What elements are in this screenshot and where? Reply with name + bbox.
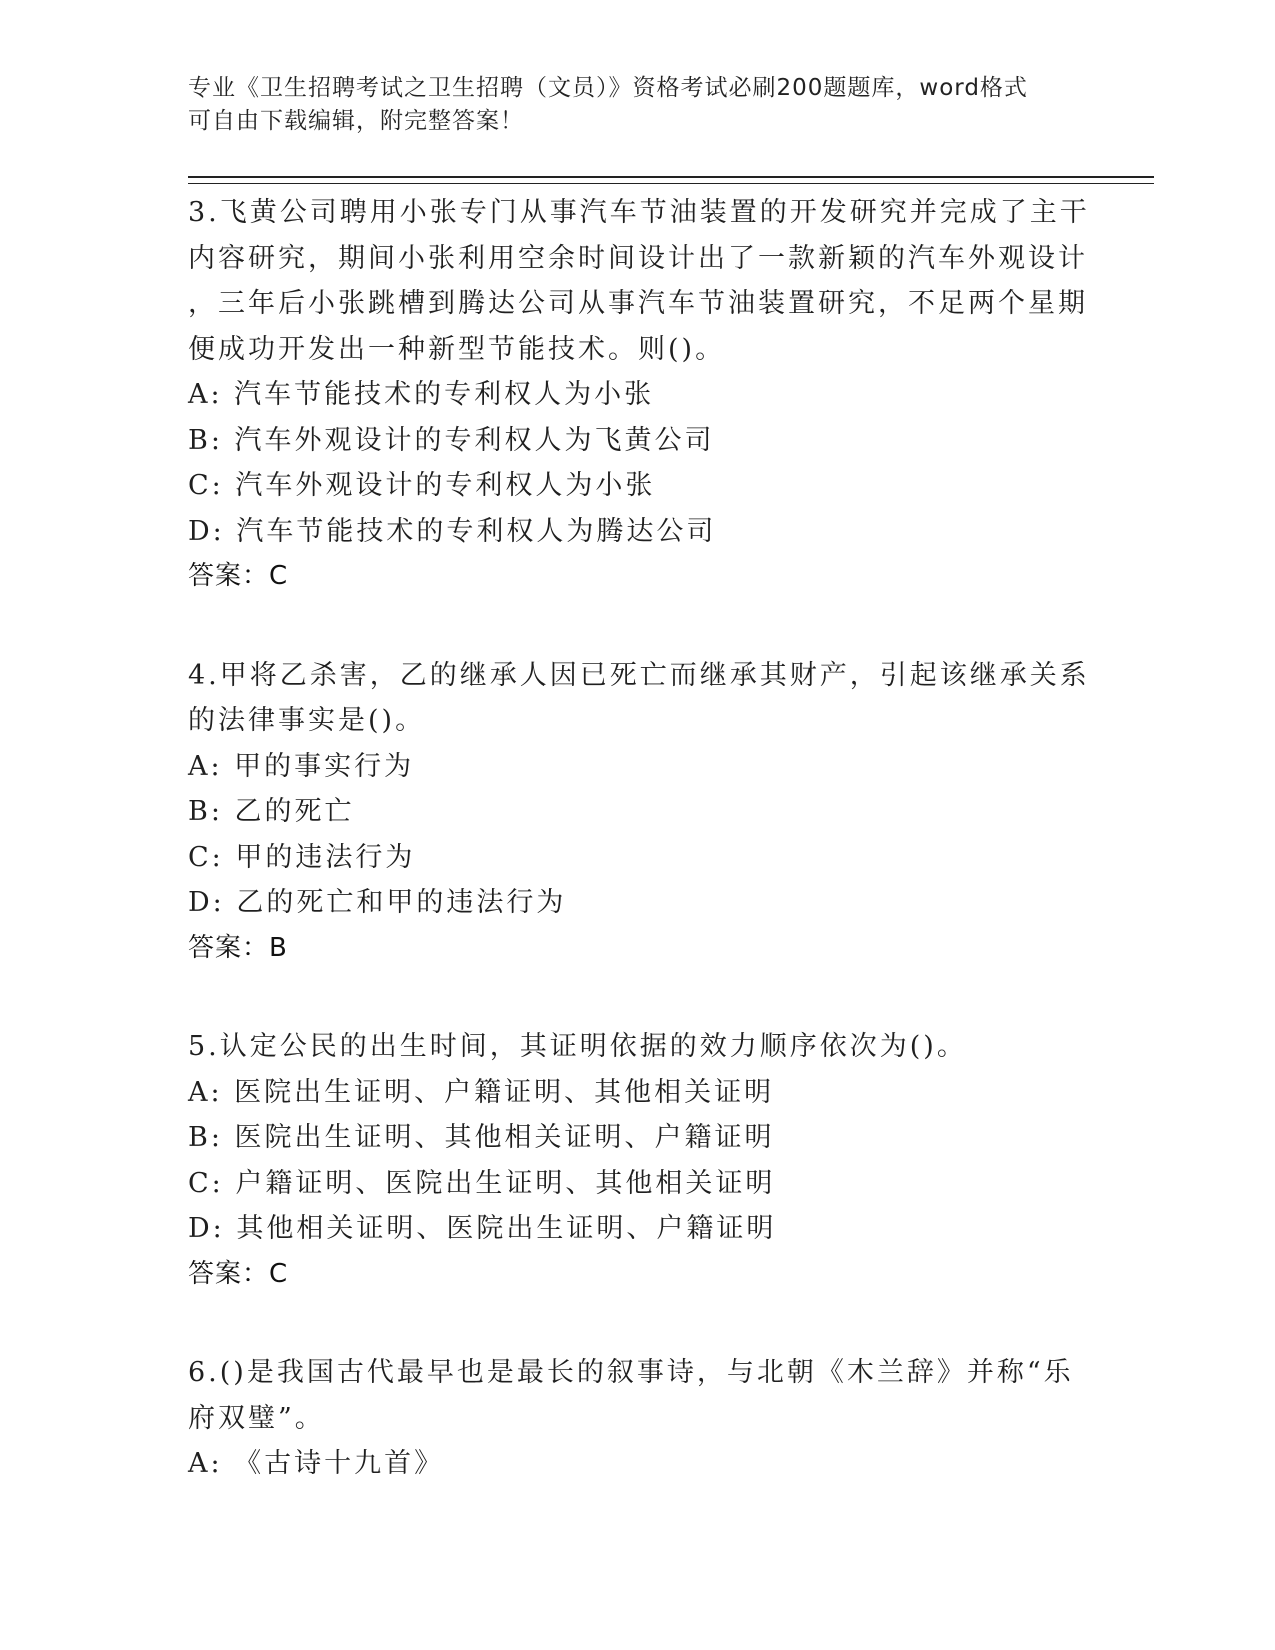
question-list (188, 190, 1090, 1540)
option-a: A: 甲的事实行为 (188, 750, 415, 782)
option-a: A: 汽车节能技术的专利权人为小张 (188, 379, 655, 410)
option-d: D: 汽车节能技术的专利权人为腾达公司 (188, 515, 717, 547)
option-c: C: 户籍证明、医院出生证明、其他相关证明 (188, 1167, 776, 1199)
document-header (188, 72, 1068, 138)
option-b: B: 汽车外观设计的专利权人为飞黄公司 (188, 424, 715, 456)
question-stem-line: 4.甲将乙杀害，乙的继承人因已死亡而继承其财产，引起该继承关系 (188, 659, 1090, 691)
question-stem-line: 6.()是我国古代最早也是最长的叙事诗，与北朝《木兰辞》并称“乐 (188, 1357, 1074, 1388)
header-divider-thin (188, 183, 1154, 184)
question-4 (188, 653, 1090, 972)
header-divider-thick (188, 176, 1154, 178)
question-stem-line: 内容研究，期间小张利用空余时间设计出了一款新颖的汽车外观设计 (188, 242, 1088, 274)
header-line-1: 专业《卫生招聘考试之卫生招聘（文员）》资格考试必刷200题题库，word格式 (188, 75, 1028, 101)
question-stem-line: 5.认定公民的出生时间，其证明依据的效力顺序依次为()。 (188, 1031, 967, 1062)
option-b: B: 乙的死亡 (188, 796, 355, 827)
option-a: A: 《古诗十九首》 (188, 1448, 445, 1479)
option-d: D: 其他相关证明、医院出生证明、户籍证明 (188, 1213, 777, 1244)
question-3 (188, 190, 1090, 600)
answer-line: 答案：B (188, 932, 288, 963)
question-6 (188, 1350, 1074, 1487)
question-stem-line: ，三年后小张跳槽到腾达公司从事汽车节油装置研究，不足两个星期 (188, 288, 1088, 319)
option-a: A: 医院出生证明、户籍证明、其他相关证明 (188, 1076, 775, 1108)
question-stem-line: 便成功开发出一种新型节能技术。则()。 (188, 333, 726, 365)
option-c: C: 甲的违法行为 (188, 841, 416, 873)
option-d: D: 乙的死亡和甲的违法行为 (188, 887, 567, 918)
question-stem-line: 府双璧”。 (188, 1402, 325, 1434)
answer-line: 答案：C (188, 561, 289, 591)
question-stem-line: 3.飞黄公司聘用小张专门从事汽车节油装置的开发研究并完成了主干 (188, 197, 1090, 228)
question-stem-line: 的法律事实是()。 (188, 705, 426, 736)
question-5 (188, 1024, 1068, 1297)
answer-line: 答案：C (188, 1258, 289, 1289)
option-c: C: 汽车外观设计的专利权人为小张 (188, 470, 656, 501)
header-line-2: 可自由下载编辑，附完整答案！ (188, 108, 524, 134)
option-b: B: 医院出生证明、其他相关证明、户籍证明 (188, 1122, 775, 1153)
